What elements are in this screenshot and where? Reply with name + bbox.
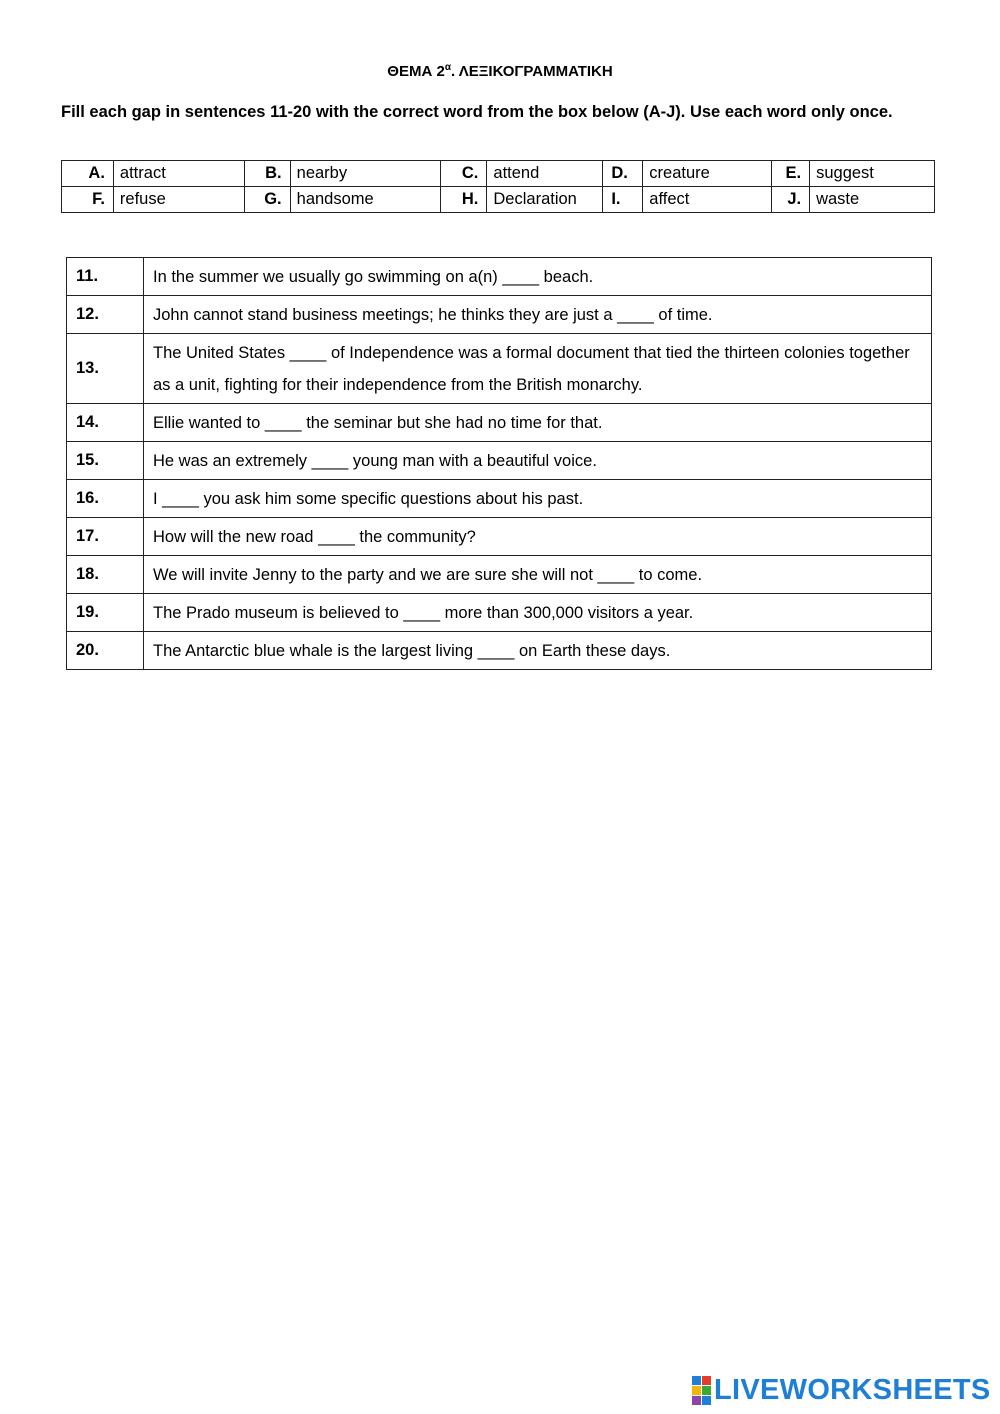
sentence-text: We will invite Jenny to the party and we are sure she will not ____ to come.	[144, 556, 932, 594]
word-box-row	[62, 161, 935, 187]
sentence-number: 13.	[67, 334, 144, 404]
page-title: ΘΕΜΑ $2^\alpha$. ΛΕΞΙΚΟΓΡΑΜΜΑΤΙΚΗ	[387, 62, 613, 80]
word-option: attract	[113, 161, 244, 187]
sentence-text: John cannot stand business meetings; he thinks they are just a ____ of time.	[144, 296, 932, 334]
word-box	[61, 160, 935, 213]
word-letter: G.	[244, 187, 290, 213]
word-box-row	[62, 187, 935, 213]
logo-block	[692, 1376, 701, 1385]
sentence-text: In the summer we usually go swimming on a(n) ____ beach.	[144, 258, 932, 296]
sentence-text: He was an extremely ____ young man with a beautiful voice.	[144, 442, 932, 480]
word-letter: F.	[62, 187, 114, 213]
sentence-number: 15.	[67, 442, 144, 480]
liveworksheets-logo-icon	[692, 1376, 711, 1405]
sentence-text: The United States ____ of Independence was a formal document that tied the thirteen colonies together as a unit, fighting for their independence from the British monarchy.	[144, 334, 932, 404]
word-letter: A.	[62, 161, 114, 187]
sentence-row	[67, 258, 932, 296]
logo-block	[702, 1376, 711, 1385]
sentence-row	[67, 632, 932, 670]
instructions: Fill each gap in sentences 11-20 with the correct word from the box below (A-J). Use each word only once.	[61, 103, 893, 121]
word-option: creature	[643, 161, 772, 187]
logo-block	[702, 1396, 711, 1405]
liveworksheets-logo[interactable]	[692, 1374, 991, 1407]
logo-block	[692, 1386, 701, 1395]
sentence-text: How will the new road ____ the community?	[144, 518, 932, 556]
sentence-number: 14.	[67, 404, 144, 442]
sentence-number: 18.	[67, 556, 144, 594]
word-option: attend	[487, 161, 603, 187]
logo-text: LIVEWORKSHEETS	[714, 1374, 991, 1406]
word-letter: E.	[772, 161, 810, 187]
word-letter: C.	[441, 161, 487, 187]
sentence-number: 12.	[67, 296, 144, 334]
word-letter: D.	[603, 161, 643, 187]
sentence-row	[67, 518, 932, 556]
sentence-row	[67, 442, 932, 480]
word-option: affect	[643, 187, 772, 213]
logo-block	[702, 1386, 711, 1395]
word-option: suggest	[810, 161, 935, 187]
sentence-text: I ____ you ask him some specific questions about his past.	[144, 480, 932, 518]
sentence-row	[67, 594, 932, 632]
sentence-row	[67, 404, 932, 442]
sentences-table	[66, 257, 932, 670]
word-option: Declaration	[487, 187, 603, 213]
word-letter: I.	[603, 187, 643, 213]
sentence-number: 19.	[67, 594, 144, 632]
logo-block	[692, 1396, 701, 1405]
sentence-number: 16.	[67, 480, 144, 518]
word-option: handsome	[290, 187, 441, 213]
word-letter: B.	[244, 161, 290, 187]
sentence-row	[67, 480, 932, 518]
sentence-text: The Prado museum is believed to ____ more than 300,000 visitors a year.	[144, 594, 932, 632]
word-option: waste	[810, 187, 935, 213]
sentence-row	[67, 334, 932, 404]
sentence-row	[67, 296, 932, 334]
sentence-text: Ellie wanted to ____ the seminar but she had no time for that.	[144, 404, 932, 442]
sentence-number: 11.	[67, 258, 144, 296]
word-option: nearby	[290, 161, 441, 187]
sentence-row	[67, 556, 932, 594]
sentence-text: The Antarctic blue whale is the largest living ____ on Earth these days.	[144, 632, 932, 670]
word-letter: H.	[441, 187, 487, 213]
sentence-number: 20.	[67, 632, 144, 670]
word-letter: J.	[772, 187, 810, 213]
sentence-number: 17.	[67, 518, 144, 556]
word-option: refuse	[113, 187, 244, 213]
